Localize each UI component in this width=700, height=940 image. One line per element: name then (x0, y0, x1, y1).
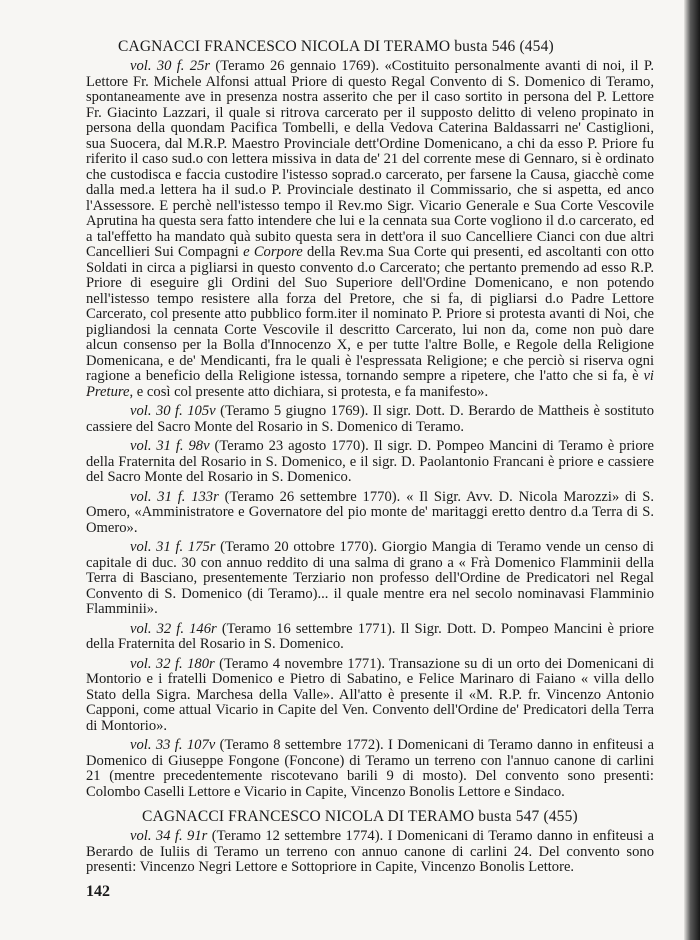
section-heading-busta-546: CAGNACCI FRANCESCO NICOLA DI TERAMO busta 546 (454) (118, 38, 554, 55)
entry-vol-31-f-133r (86, 490, 654, 537)
entry-reference: vol. 34 f. 91r (130, 828, 208, 844)
entry-vol-33-f-107v (86, 738, 654, 800)
entry-reference: vol. 30 f. 105v (130, 403, 216, 419)
document-page (86, 37, 654, 880)
entry-text: (Teramo 8 settembre 1772). I Domenicani di Teramo danno in enfiteusi a Domenico di Giuseppe Fongone (Foncone) di Teramo un terreno con l'annuo canone di carlini 21 (mentre precedentemente riscotevano barili 9 di mosto). Del convento sono presenti: Colombo Caselli Lettore e Vicario in Capite, Vincenzo Bonolis Lettore e Sindaco. (86, 737, 654, 800)
entry-emphasis: e Corpore (243, 244, 303, 260)
entry-text: (Teramo 5 giugno 1769). Il sigr. Dott. D. Berardo de Mattheis è sostituto cassiere del Sacro Monte del Rosario in S. Domenico di Teramo. (86, 403, 654, 435)
entry-emphasis: vi Preture (86, 368, 654, 400)
entry-text: (Teramo 23 agosto 1770). Il sigr. D. Pompeo Mancini di Teramo è priore della Fraternita del Rosario in S. Domenico, e il sigr. D. Paolantonio Francani è priore e cassiere del Sacro Monte del Rosario in S. Domenico. (86, 438, 654, 485)
page-edge-shadow (684, 0, 700, 940)
entry-vol-32-f-146r (86, 622, 654, 653)
entry-vol-31-f-175r (86, 540, 654, 618)
entry-vol-30-f-105v (86, 404, 654, 435)
entry-reference: vol. 32 f. 146r (130, 620, 217, 637)
entry-reference: vol. 31 f. 98v (130, 438, 210, 454)
entry-text: (Teramo 4 novembre 1771). Transazione su di un orto dei Domenicani di Montorio e i fratelli Domenico e Pietro di Sabatino, e Felice Marinaro di Faiano « villa dello Stato della Sigra. Marchesa della Valle». All'atto è presente il «M. R.P. fr. Vincenzo Antonio Capponi, come attual Vicario in Capite del Ven. Convento dell'Ordine de' Predicatori della Terra di Montorio». (86, 655, 654, 734)
entry-reference: vol. 31 f. 175r (130, 539, 216, 555)
entry-reference: vol. 33 f. 107v (130, 737, 216, 753)
entry-text: (Teramo 16 settembre 1771). Il Sigr. Dott. D. Pompeo Mancini è priore della Fraternita del Rosario in S. Domenico. (86, 620, 654, 652)
page-number: 142 (86, 883, 110, 900)
entry-text: (Teramo 12 settembre 1774). I Domenicani di Teramo danno in enfiteusi a Berardo de Iuliis di Teramo un terreno con annuo canone di carlini 24. Del convento sono presenti: Vincenzo Negri Lettore e Sottopriore in Capite, Vincenzo Bonolis Lettore. (86, 828, 654, 875)
entry-text: (Teramo 26 settembre 1770). « Il Sigr. Avv. D. Nicola Marozzi» di S. Omero, «Amministratore e Governatore del pio monte de' maritaggi eretto dentro d.a Terra di S. Omero». (86, 488, 654, 536)
section-heading-busta-547: CAGNACCI FRANCESCO NICOLA DI TERAMO busta 547 (455) (142, 808, 578, 825)
entry-reference: vol. 32 f. 180r (130, 655, 215, 672)
entry-reference: vol. 31 f. 133r (130, 488, 219, 505)
entry-vol-30-f-25r (86, 59, 654, 400)
entry-vol-34-f-91r (86, 829, 654, 876)
entry-text: (Teramo 20 ottobre 1770). Giorgio Mangia di Teramo vende un censo di capitale di duc. 30 con annuo reddito di una salma di grano a « Frà Domenico Flamminii della Terra di Basciano, presentemente Terziario non professo dell'Ordine de Predicatori nel Regal Convento di S. Domenico (di Teramo)... il quale mentre era nel secolo nominavasi Flamminio Flamminii». (86, 539, 654, 617)
entry-vol-31-f-98v (86, 439, 654, 486)
entry-text: (Teramo 26 gennaio 1769). «Costituito personalmente avanti di noi, il P. Lettore Fr. Michele Alfonsi attual Priore di questo Regal Convento di S. Domenico di Teramo, spontaneamente ave in presenza nostra asserito che per il caso sortito in persona del P. Lettore Fr. Giacinto Lazzari, il quale si ritrova carcerato per il supposto delitto di veleno propinato in persona della quondam Pacifica Tombelli, e della Vedova Caterina Baldassarri ne' Castiglioni, sua Suocera, dal M.R.P. Maestro Provinciale dett'Ordine Domenicano, a chi da esso P. Priore fu riferito il caso sud.o con lettera missiva in data de' 21 del corrente mese di Gennaro, si è ordinato che custodisca e faccia custodire l'istesso soprad.o carcerato, per farsene la Causa, giacchè come dalla med.a lettera ha il sud.o P. Provinciale destinato il Commissario, che si aspetta, ed anco l'Assessore. E perchè nell'istesso tempo il Rev.mo Sigr. Vicario Generale e Sua Corte Vescovile Aprutina ha questa sera fatto intendere che lui e la cennata sua Corte vogliono il d.o carcerato, ed a tal'effetto ha mandato quà subito questa sera in dett'ora il suo Cancelliere Cianci con due altri Cancellieri Sui Compagni (86, 58, 654, 260)
entry-text: , e così col presente atto dichiara, si protesta, e fa manifesto». (129, 383, 489, 400)
entry-vol-32-f-180r (86, 657, 654, 735)
entry-reference: vol. 30 f. 25r (130, 58, 211, 74)
entry-text: della Rev.ma Sua Corte qui presenti, ed ascoltanti con otto Soldati in circa a pigliarsi in questo convento d.o Carcerato; che pertanto premendo ad esso R.P. Priore di eseguire gli Ordini del Suo Superiore dell'Ordine Domenicano, e non potendo nell'istesso tempo resistere alla forza del Pretore, che si fa, di pigliarsi d.o Padre Lettore Carcerato, col presente atto pubblico form.iter il nominato P. Priore si protesta avanti di Noi, che pigliandosi la cennata Corte Vescovile il descritto Carcerato, lui non da, come non può dare alcun consenso per la Bolla d'Innocenzo X, e per tutte l'altre Bolle, e Regole della Religione Domenicana, e de' Mendicanti, fra le quali è l'espressata Religione; e che perciò si riserva ogni ragione a beneficio della Religione istessa, tornando sempre a ripetere, che l'atto che si fa, è (86, 244, 654, 384)
